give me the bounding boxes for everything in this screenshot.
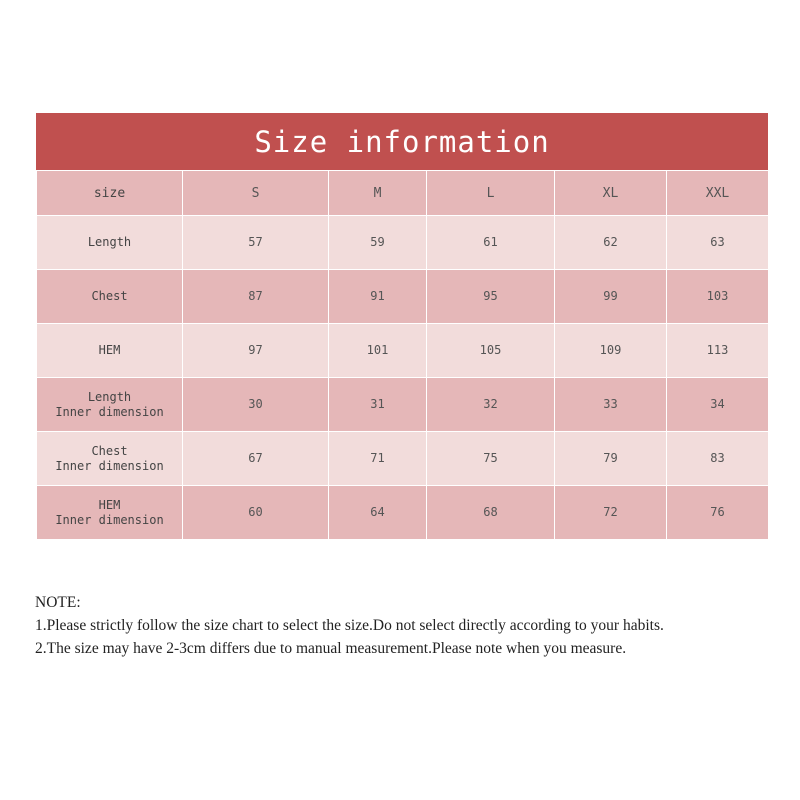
- row-label-text: Length: [87, 235, 132, 249]
- size-table: [36, 170, 769, 540]
- row-label: [37, 324, 183, 378]
- table-cell: 33: [555, 378, 667, 432]
- table-cell: 109: [555, 324, 667, 378]
- table-cell: 103: [667, 270, 769, 324]
- notes-heading: NOTE:: [35, 594, 81, 611]
- table-cell: 67: [183, 432, 329, 486]
- table-cell: 64: [329, 486, 427, 540]
- table-cell: 32: [427, 378, 555, 432]
- table-cell: 61: [427, 216, 555, 270]
- row-label-text: Chest: [91, 289, 128, 303]
- row-label: [37, 378, 183, 432]
- row-label-subtext: Inner dimension: [55, 512, 164, 527]
- table-row: [37, 216, 769, 270]
- header-size-s: S: [183, 171, 329, 216]
- row-label-text: HEM: [98, 497, 121, 512]
- size-chart: [36, 113, 768, 540]
- header-size-xl: XL: [555, 171, 667, 216]
- table-cell: 60: [183, 486, 329, 540]
- header-size-m: M: [329, 171, 427, 216]
- table-cell: 101: [329, 324, 427, 378]
- table-row: [37, 486, 769, 540]
- table-cell: 83: [667, 432, 769, 486]
- table-cell: 97: [183, 324, 329, 378]
- row-label: [37, 270, 183, 324]
- table-cell: 59: [329, 216, 427, 270]
- size-notes: [35, 591, 780, 660]
- table-cell: 87: [183, 270, 329, 324]
- table-row: [37, 324, 769, 378]
- row-label: [37, 216, 183, 270]
- row-label-subtext: Inner dimension: [55, 458, 164, 473]
- row-label-text: HEM: [98, 343, 121, 357]
- table-cell: 62: [555, 216, 667, 270]
- table-cell: 30: [183, 378, 329, 432]
- row-label-text: Length: [87, 389, 132, 404]
- table-cell: 34: [667, 378, 769, 432]
- header-size-label: size: [37, 171, 183, 216]
- row-label-subtext: Inner dimension: [55, 404, 164, 419]
- table-cell: 63: [667, 216, 769, 270]
- table-cell: 95: [427, 270, 555, 324]
- size-chart-title: Size information: [36, 113, 768, 170]
- table-cell: 31: [329, 378, 427, 432]
- note-line-1: 1.Please strictly follow the size chart to select the size.Do not select directly according to your habits.: [35, 617, 664, 634]
- table-cell: 72: [555, 486, 667, 540]
- table-cell: 79: [555, 432, 667, 486]
- table-row: [37, 432, 769, 486]
- header-size-l: L: [427, 171, 555, 216]
- table-cell: 91: [329, 270, 427, 324]
- table-cell: 76: [667, 486, 769, 540]
- table-cell: 105: [427, 324, 555, 378]
- table-cell: 75: [427, 432, 555, 486]
- row-label: [37, 432, 183, 486]
- row-label-text: Chest: [91, 443, 128, 458]
- table-cell: 71: [329, 432, 427, 486]
- table-header-row: [37, 171, 769, 216]
- header-size-xxl: XXL: [667, 171, 769, 216]
- note-line-2: 2.The size may have 2-3cm differs due to manual measurement.Please note when you measure.: [35, 640, 627, 657]
- table-cell: 57: [183, 216, 329, 270]
- table-cell: 99: [555, 270, 667, 324]
- table-row: [37, 270, 769, 324]
- table-cell: 113: [667, 324, 769, 378]
- table-row: [37, 378, 769, 432]
- table-cell: 68: [427, 486, 555, 540]
- row-label: [37, 486, 183, 540]
